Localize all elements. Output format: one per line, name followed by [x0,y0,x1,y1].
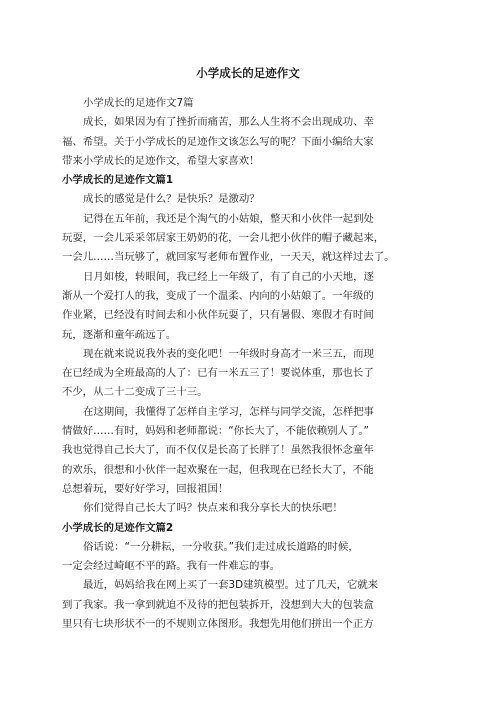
text-line: 日月如梭，转眼间，我已经上一年级了，有了自己的小天地，逐 [83,270,374,283]
section-heading: 小学成长的足迹作文篇2 [62,521,174,534]
text-line: 成长的感觉是什么？是快乐？是激动？ [83,193,260,206]
text-line: 一定会经过崎岖不平的路。我有一件难忘的事。 [62,560,281,573]
text-line: 作业紧，已经没有时间去和小伙伴玩耍了，只有暑假、寒假才有时间 [62,309,374,322]
text-line: 不少，从二十二变成了三十三。 [62,386,208,399]
document-title: 小学成长的足迹作文 [196,66,300,80]
text-line: 到了我家。我一拿到就迫不及待的把包装拆开，没想到大大的包装盒 [62,598,374,611]
text-line: 带来小学成长的足迹作文，希望大家喜欢！ [62,154,260,167]
text-line: 成长，如果因为有了挫折而痛苦，那么人生将不会出现成功、幸 [83,116,374,129]
text-line: 在已经成为全班最高的人了：已有一米五三了！要说体重，那也长了 [62,367,374,380]
text-line: 里只有七块形状不一的不规则立体图形。我想先用他们拼出一个正方 [62,618,374,631]
text-line: 一会儿……当玩够了，就回家写老师布置作业，一天天，就这样过去了。 [62,251,395,264]
text-line: 小学成长的足迹作文7篇 [83,97,194,109]
text-line: 总想着玩，要好好学习，回报祖国！ [62,482,229,495]
section-heading: 小学成长的足迹作文篇1 [62,174,174,187]
text-line: 情做好……有时，妈妈和老师都说：“你长大了，不能依赖别人了。” [62,425,369,438]
text-line: 渐从一个爱打人的我，变成了一个温柔、内向的小姑娘了。一年级的 [62,289,374,302]
text-line: 俗话说：“一分耕耘，一分收获。”我们走过成长道路的时候， [83,540,359,553]
text-line: 玩，逐渐和童年疏远了。 [62,328,177,341]
text-line: 最近，妈妈给我在网上买了一套3D建筑模型。过了几天，它就来 [83,579,379,592]
text-line: 在这期间，我懂得了怎样自主学习，怎样与同学交流，怎样把事 [83,405,374,418]
text-line: 福、希望。关于小学成长的足迹作文该怎么写的呢？下面小编给大家 [62,135,374,148]
text-line: 的欢乐，很想和小伙伴一起欢聚在一起，但我现在已经长大了，不能 [62,463,374,476]
text-line: 玩耍，一会儿采采邻居家王奶奶的花，一会儿把小伙伴的帽子藏起来， [62,232,385,245]
text-line: 现在就来说说我外表的变化吧！一年级时身高才一米三五，而现 [83,347,374,360]
text-line: 记得在五年前，我还是个淘气的小姑娘，整天和小伙伴一起到处 [83,212,374,225]
text-line: 我也觉得自己长大了，而不仅仅是长高了长胖了！虽然我很怀念童年 [62,444,374,457]
document-body [62,94,446,634]
text-line: 你们觉得自己长大了吗？快点来和我分享长大的快乐吧！ [83,502,343,515]
